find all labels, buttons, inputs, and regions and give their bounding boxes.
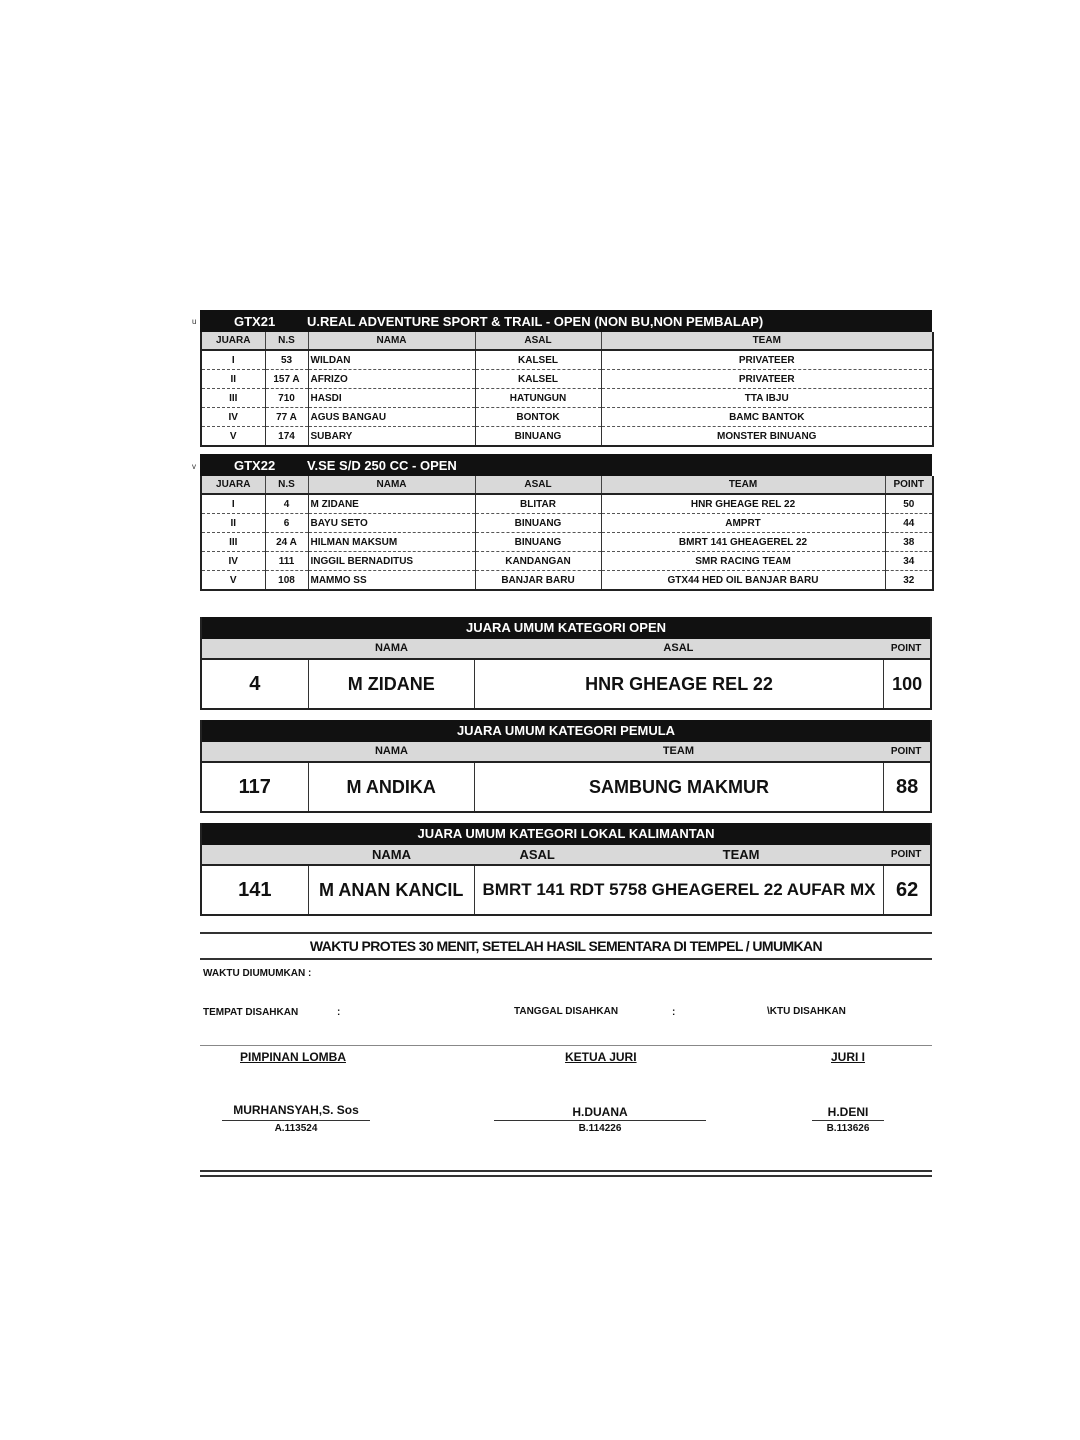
tanggal-disahkan-label: TANGGAL DISAHKAN — [514, 1006, 619, 1017]
side-mark-v: v — [192, 462, 196, 471]
class-code: GTX22 — [234, 457, 276, 473]
signature-id: B.113626 — [826, 1123, 870, 1134]
cell-asal: BINUANG — [475, 514, 601, 533]
cell-asal: HATUNGUN — [475, 389, 601, 408]
cell-team: AMPRT — [601, 514, 885, 533]
table-row — [201, 408, 933, 427]
col-team: TEAM — [601, 476, 885, 494]
col-juara: JUARA — [201, 332, 265, 350]
champion-point: 100 — [892, 674, 923, 694]
cell-point: 34 — [885, 552, 933, 571]
signature-name: MURHANSYAH,S. Sos — [233, 1103, 359, 1117]
cell-juara: I — [201, 350, 265, 370]
table-row — [201, 427, 933, 447]
cell-ns: 157 A — [265, 370, 308, 389]
cell-asal: BLITAR — [475, 494, 601, 514]
champion-nama: M ZIDANE — [309, 660, 475, 708]
champion-ns: 4 — [202, 660, 309, 708]
signature-name: H.DUANA — [572, 1105, 628, 1119]
cell-team: PRIVATEER — [601, 370, 933, 389]
cell-team: HNR GHEAGE REL 22 — [601, 494, 885, 514]
section-title: JUARA UMUM KATEGORI OPEN — [202, 617, 930, 639]
cell-nama: MAMMO SS — [308, 571, 475, 591]
table-row — [201, 389, 933, 408]
col-nama: NAMA — [371, 847, 411, 862]
cell-juara: III — [201, 533, 265, 552]
champion-team: BMRT 141 RDT 5758 GHEAGEREL 22 AUFAR MX — [475, 866, 884, 914]
col-nama: NAMA — [374, 745, 408, 757]
side-mark-u: u — [192, 317, 197, 326]
section-headers — [202, 742, 930, 763]
cell-juara: IV — [201, 408, 265, 427]
cell-juara: V — [201, 571, 265, 591]
table-row — [201, 514, 933, 533]
signature-name: H.DENI — [827, 1105, 869, 1119]
juara-umum-open — [200, 617, 932, 710]
table-row — [201, 571, 933, 591]
col-nama: NAMA — [308, 332, 475, 350]
champion-nama: M ANAN KANCIL — [309, 866, 475, 914]
cell-nama: AGUS BANGAU — [308, 408, 475, 427]
cell-ns: 174 — [265, 427, 308, 447]
divider — [200, 958, 932, 960]
champion-point: 88 — [895, 776, 919, 798]
cell-juara: I — [201, 494, 265, 514]
class-title: U.REAL ADVENTURE SPORT & TRAIL - OPEN (NON BU,NON PEMBALAP) — [307, 313, 764, 329]
table-row — [201, 552, 933, 571]
cell-point: 44 — [885, 514, 933, 533]
signature-role: KETUA JURI — [565, 1050, 637, 1064]
cell-nama: WILDAN — [308, 350, 475, 370]
juara-umum-pemula — [200, 720, 932, 813]
col-point: POINT — [885, 476, 933, 494]
gtx22-header — [200, 454, 932, 476]
col-team: TEAM — [722, 847, 760, 862]
colon: : — [672, 1007, 676, 1018]
cell-team: BMRT 141 GHEAGEREL 22 — [601, 533, 885, 552]
signature-id: A.113524 — [274, 1123, 318, 1134]
cell-ns: 24 A — [265, 533, 308, 552]
cell-juara: IV — [201, 552, 265, 571]
cell-asal: BINUANG — [475, 427, 601, 447]
col-ns: N.S — [265, 332, 308, 350]
cell-juara: III — [201, 389, 265, 408]
results-document — [200, 310, 932, 960]
bottom-rule — [200, 1170, 932, 1172]
table-row — [201, 350, 933, 370]
section-headers — [202, 845, 930, 866]
col-point: POINT — [890, 746, 922, 757]
col-point: POINT — [890, 643, 922, 654]
juara-umum-lokal — [200, 823, 932, 916]
table-row — [201, 533, 933, 552]
class-code: GTX21 — [234, 313, 276, 329]
cell-asal: KALSEL — [475, 350, 601, 370]
signature-role: JURI I — [831, 1050, 866, 1064]
champion-row — [202, 660, 930, 708]
class-title: V.SE S/D 250 CC - OPEN — [307, 457, 457, 473]
signature-line — [222, 1120, 370, 1121]
colon: : — [337, 1007, 341, 1018]
waktu-disahkan-label: \KTU DISAHKAN — [767, 1006, 846, 1017]
champion-team: SAMBUNG MAKMUR — [475, 763, 884, 811]
signature-id: B.114226 — [578, 1123, 622, 1134]
cell-juara: II — [201, 514, 265, 533]
cell-point: 50 — [885, 494, 933, 514]
champion-point: 62 — [895, 879, 919, 901]
cell-nama: M ZIDANE — [308, 494, 475, 514]
bottom-rule — [200, 1175, 932, 1177]
cell-ns: 6 — [265, 514, 308, 533]
champion-ns: 117 — [202, 763, 309, 811]
signature-line — [494, 1120, 706, 1121]
col-asal: ASAL — [475, 476, 601, 494]
col-ns: N.S — [265, 476, 308, 494]
col-nama: NAMA — [374, 642, 408, 654]
cell-ns: 108 — [265, 571, 308, 591]
cell-team: SMR RACING TEAM — [601, 552, 885, 571]
col-asal: ASAL — [475, 332, 601, 350]
protest-note: WAKTU PROTES 30 MENIT, SETELAH HASIL SEMENTARA DI TEMPEL / UMUMKAN — [309, 938, 823, 954]
section-headers — [202, 639, 930, 660]
tempat-disahkan-label: TEMPAT DISAHKAN — [203, 1007, 299, 1018]
champion-row — [202, 763, 930, 811]
cell-juara: II — [201, 370, 265, 389]
cell-ns: 710 — [265, 389, 308, 408]
col-team: TEAM — [601, 332, 933, 350]
waktu-diumumkan-label: WAKTU DIUMUMKAN : — [203, 968, 312, 979]
cell-team: PRIVATEER — [601, 350, 933, 370]
col-team: TEAM — [662, 745, 694, 757]
cell-nama: AFRIZO — [308, 370, 475, 389]
cell-asal: KANDANGAN — [475, 552, 601, 571]
champion-row — [202, 866, 930, 914]
cell-team: MONSTER BINUANG — [601, 427, 933, 447]
cell-nama: BAYU SETO — [308, 514, 475, 533]
cell-ns: 77 A — [265, 408, 308, 427]
cell-asal: BANJAR BARU — [475, 571, 601, 591]
gtx21-results-table — [200, 332, 934, 447]
cell-ns: 111 — [265, 552, 308, 571]
champion-asal: HNR GHEAGE REL 22 — [475, 660, 884, 708]
col-point: POINT — [890, 849, 922, 860]
cell-nama: SUBARY — [308, 427, 475, 447]
cell-nama: HASDI — [308, 389, 475, 408]
signature-role: PIMPINAN LOMBA — [240, 1050, 346, 1064]
cell-team: TTA IBJU — [601, 389, 933, 408]
gtx22-results-table — [200, 476, 934, 591]
table-row — [201, 370, 933, 389]
champion-nama: M ANDIKA — [309, 763, 475, 811]
divider — [200, 1045, 932, 1046]
cell-team: BAMC BANTOK — [601, 408, 933, 427]
col-juara: JUARA — [201, 476, 265, 494]
col-asal: ASAL — [519, 847, 555, 862]
cell-ns: 53 — [265, 350, 308, 370]
champion-ns: 141 — [202, 866, 309, 914]
table-row — [201, 494, 933, 514]
cell-asal: KALSEL — [475, 370, 601, 389]
gtx21-header — [200, 310, 932, 332]
col-asal: ASAL — [663, 642, 694, 654]
cell-juara: V — [201, 427, 265, 447]
cell-point: 38 — [885, 533, 933, 552]
signature-line — [812, 1120, 884, 1121]
section-title: JUARA UMUM KATEGORI LOKAL KALIMANTAN — [202, 823, 930, 845]
cell-point: 32 — [885, 571, 933, 591]
section-title: JUARA UMUM KATEGORI PEMULA — [202, 720, 930, 742]
cell-asal: BINUANG — [475, 533, 601, 552]
cell-nama: HILMAN MAKSUM — [308, 533, 475, 552]
cell-nama: INGGIL BERNADITUS — [308, 552, 475, 571]
col-nama: NAMA — [308, 476, 475, 494]
cell-asal: BONTOK — [475, 408, 601, 427]
cell-ns: 4 — [265, 494, 308, 514]
cell-team: GTX44 HED OIL BANJAR BARU — [601, 571, 885, 591]
